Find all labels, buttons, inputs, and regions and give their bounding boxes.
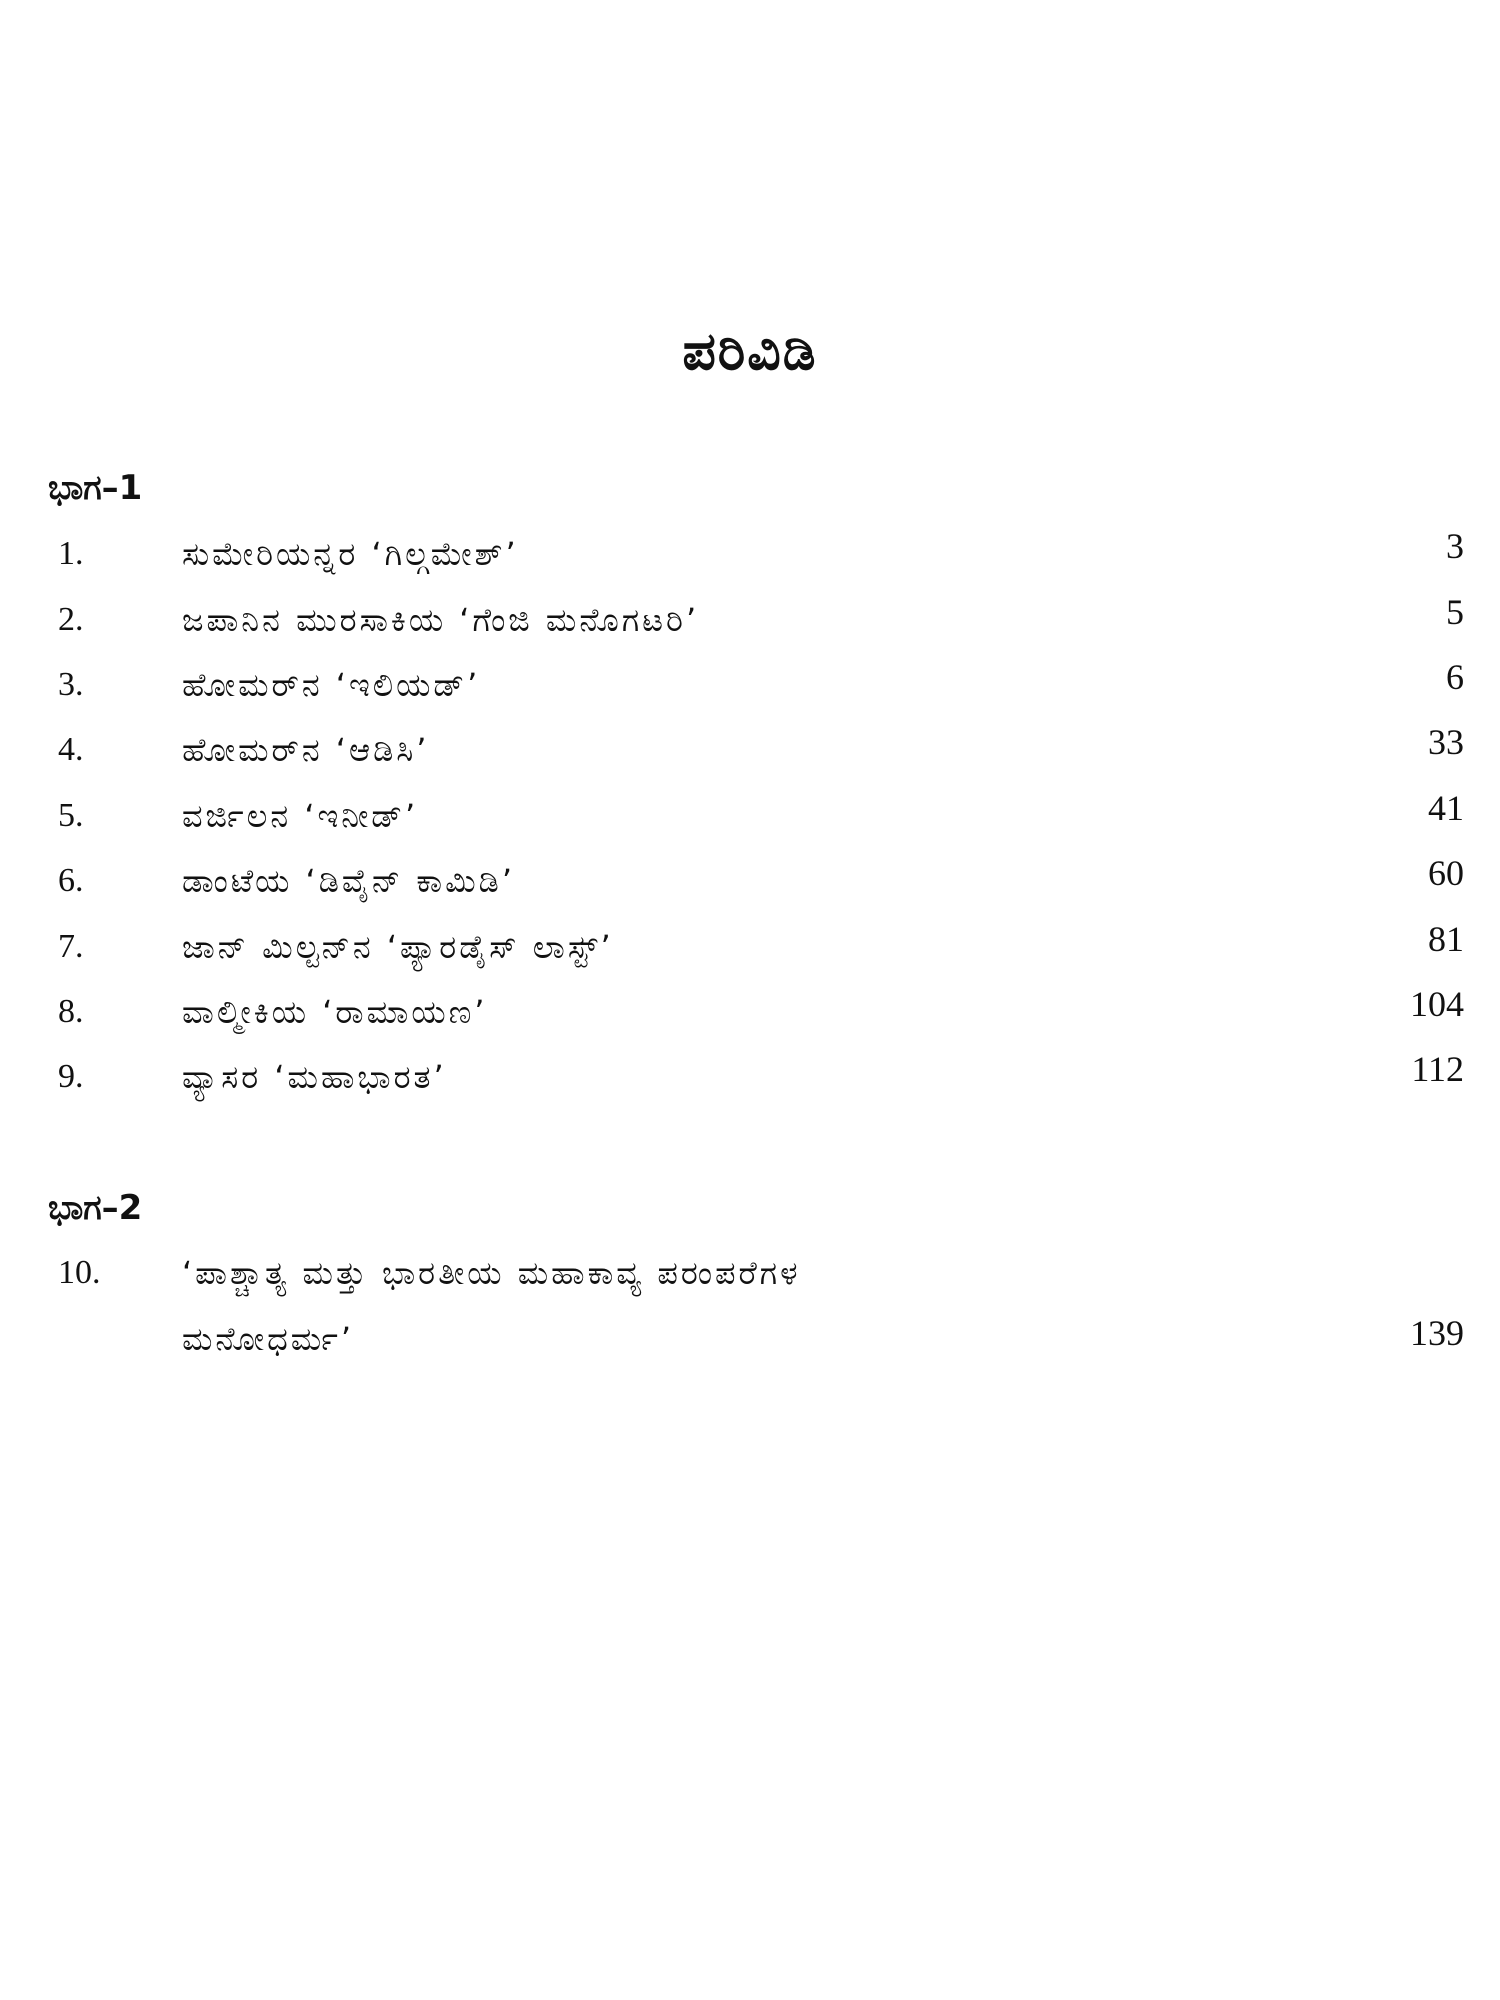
entry-page-number: 6 xyxy=(1446,657,1464,697)
toc-entry-10 xyxy=(0,1254,1500,1358)
entry-page-number: 33 xyxy=(1428,722,1464,762)
toc-entry-6 xyxy=(0,853,1500,922)
entry-title: ವರ್ಜಿಲನ ‘ಇನೀಡ್’ xyxy=(182,797,419,835)
entry-page-number: 81 xyxy=(1428,919,1464,959)
entry-number: 6. xyxy=(58,862,84,899)
toc-entry-9 xyxy=(0,1049,1500,1118)
entry-number: 1. xyxy=(58,535,84,572)
entry-title-line-2: ಮನೋಧರ್ಮ’ xyxy=(182,1320,354,1358)
entry-page-number: 112 xyxy=(1411,1049,1464,1089)
entry-number: 4. xyxy=(58,731,84,768)
entry-page-number: 41 xyxy=(1428,788,1464,828)
entry-title: ಡಾಂಟೆಯ ‘ಡಿವೈನ್ ಕಾಮಿಡಿ’ xyxy=(182,862,515,900)
entry-title: ಹೋಮರ್‌ನ ‘ಇಲಿಯಡ್’ xyxy=(182,666,481,704)
toc-entry-1 xyxy=(0,526,1500,595)
entry-number: 7. xyxy=(58,928,84,965)
entry-page-number: 139 xyxy=(1410,1313,1464,1353)
entry-number: 10. xyxy=(58,1254,101,1291)
toc-entry-5 xyxy=(0,788,1500,857)
entry-page-number: 60 xyxy=(1428,853,1464,893)
entry-number: 2. xyxy=(58,601,84,638)
toc-entry-8 xyxy=(0,984,1500,1053)
entry-number: 5. xyxy=(58,797,84,834)
entry-title-line-1: ‘ಪಾಶ್ಚಾತ್ಯ ಮತ್ತು ಭಾರತೀಯ ಮಹಾಕಾವ್ಯ ಪರಂಪರೆಗಳ xyxy=(182,1254,801,1292)
entry-title: ವ್ಯಾಸರ ‘ಮಹಾಭಾರತ’ xyxy=(182,1058,447,1096)
entry-title: ಸುಮೇರಿಯನ್ನರ ‘ಗಿಲ್ಗಮೇಶ್’ xyxy=(182,535,519,573)
entry-page-number: 5 xyxy=(1446,592,1464,632)
entry-number: 9. xyxy=(58,1058,84,1095)
entry-title: ವಾಲ್ಮೀಕಿಯ ‘ರಾಮಾಯಣ’ xyxy=(182,993,488,1031)
entry-number: 8. xyxy=(58,993,84,1030)
toc-entry-3 xyxy=(0,657,1500,726)
entry-title: ಜಾನ್ ಮಿಲ್ಟನ್‌ನ ‘ಪ್ಯಾರಡೈಸ್ ಲಾಸ್ಟ್’ xyxy=(182,928,614,966)
entry-number: 3. xyxy=(58,666,84,703)
part-heading-1: ಭಾಗ–1 xyxy=(48,468,143,508)
entry-page-number: 104 xyxy=(1410,984,1464,1024)
toc-entry-2 xyxy=(0,592,1500,661)
toc-entry-7 xyxy=(0,919,1500,988)
entry-title: ಹೋಮರ್‌ನ ‘ಆಡಿಸಿ’ xyxy=(182,731,430,769)
part-heading-2: ಭಾಗ–2 xyxy=(48,1188,143,1228)
toc-entry-4 xyxy=(0,722,1500,791)
entry-title: ಜಪಾನಿನ ಮುರಸಾಕಿಯ ‘ಗೆಂಜಿ ಮನೊಗಟರಿ’ xyxy=(182,601,700,639)
page-title: ಪರಿವಿಡಿ xyxy=(682,322,818,382)
entry-page-number: 3 xyxy=(1446,526,1464,566)
